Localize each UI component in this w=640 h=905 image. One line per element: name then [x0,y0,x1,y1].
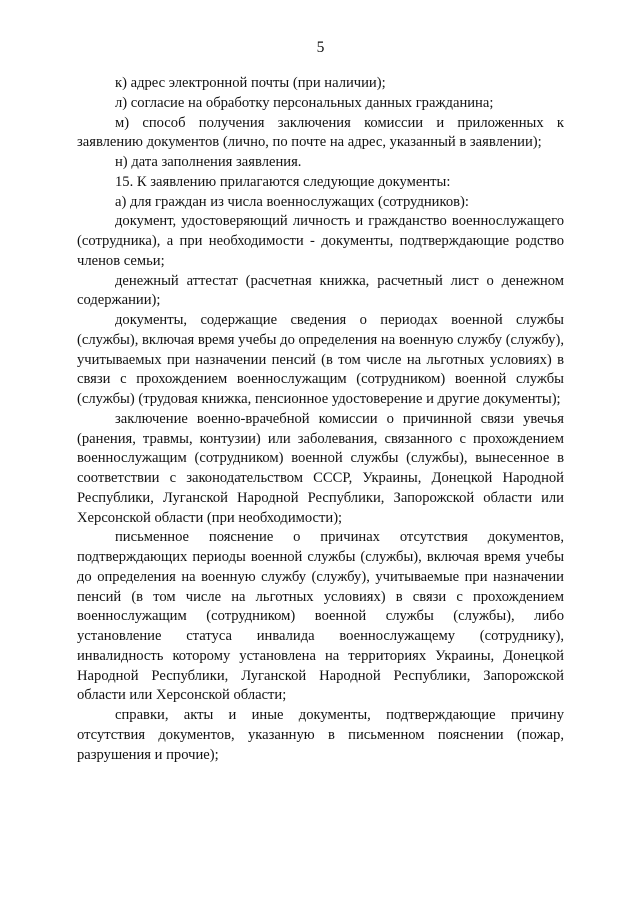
paragraph-written-explanation: письменное пояснение о причинах отсутствия документов, подтверждающих периоды военной службы (службы), включая время учебы до определения на военную службу (службу), учитываемые при назначении пенсий (в том числе на льготных условиях) в связи с прохождением военнослужащим (сотрудником) военной службы (службы), либо установление статуса инвалида военнослужащему (сотруднику), инвалидность которому установлена на территориях Украины, Донецкой Народной Республики, Луганской Народной Республики, Запорожской области или Херсонской области; [77,529,564,704]
paragraph-application-date: н) дата заполнения заявления. [115,154,302,170]
page-number: 5 [316,39,325,56]
paragraph-email: к) адрес электронной почты (при наличии); [115,75,386,91]
paragraph-consent: л) согласие на обработку персональных данных гражданина; [115,94,494,111]
paragraph-servicemen: а) для граждан из числа военнослужащих (сотрудников): [115,193,469,210]
paragraph-item-15: 15. К заявлению прилагаются следующие документы: [115,173,451,190]
paragraph-delivery-method: м) способ получения заключения комиссии и приложенных к заявлению документов (лично, по почте на адрес, указанный в заявлении); [77,114,564,151]
paragraph-medical-commission: заключение военно-врачебной комиссии о причинной связи увечья (ранения, травмы, контузии) или заболевания, связанного с прохождением военнослужащим (сотрудником) военной службы (службы), вынесенное в соответствии с законодательством СССР, Украины, Донецкой Народной Республики, Луганской Народной Республики, Запорожской области или Херсонской области (при необходимости); [77,410,564,526]
paragraph-pay-certificate: денежный аттестат (расчетная книжка, расчетный лист о денежном содержании); [77,272,564,309]
paragraph-service-periods: документы, содержащие сведения о периодах военной службы (службы), включая время учебы до определения на военную службу (службу), учитываемых при назначении пенсий (в том числе на льготных условиях) в связи с прохождением военнослужащим (сотрудником) военной службы (службы) (трудовая книжка, пенсионное удостоверение и другие документы); [77,312,564,407]
paragraph-identity-document: документ, удостоверяющий личность и гражданство военнослужащего (сотрудника), а при необходимости - документы, подтверждающие родство членов семьи; [77,213,564,269]
paragraph-certificates: справки, акты и иные документы, подтверждающие причину отсутствия документов, указанную в письменном пояснении (пожар, разрушения и прочие); [77,707,564,763]
document-page [77,38,564,765]
